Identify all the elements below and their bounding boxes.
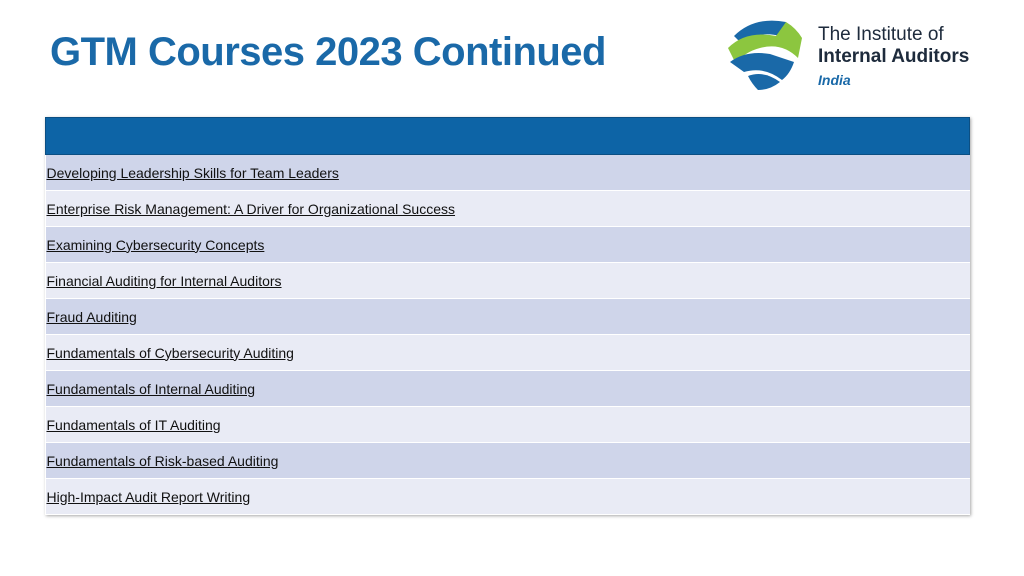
course-link[interactable]: Examining Cybersecurity Concepts [46,236,265,253]
table-cell [46,335,970,371]
course-link[interactable]: Fundamentals of Cybersecurity Auditing [46,344,294,361]
logo-text [818,24,969,92]
course-link[interactable]: Fraud Auditing [46,308,137,325]
table-cell [46,479,970,515]
course-link[interactable]: Fundamentals of Internal Auditing [46,380,256,397]
table-cell [46,155,970,191]
courses-table [45,117,970,515]
course-link[interactable]: Developing Leadership Skills for Team Leaders [46,164,339,181]
course-link[interactable]: Enterprise Risk Management: A Driver for Organizational Success [46,200,456,217]
table-row [46,335,970,371]
table-cell [46,191,970,227]
table-row [46,191,970,227]
table-row [46,443,970,479]
table-header-row [46,118,970,155]
table-row [46,407,970,443]
table-header-cell [46,118,970,155]
table-row [46,155,970,191]
table-row [46,263,970,299]
logo-line-internal-auditors: Internal Auditors [818,46,970,67]
table-row [46,479,970,515]
course-link[interactable]: Fundamentals of IT Auditing [46,416,221,433]
course-link[interactable]: Fundamentals of Risk-based Auditing [46,452,279,469]
course-link[interactable]: Financial Auditing for Internal Auditors [46,272,282,289]
slide-title: GTM Courses 2023 Continued [50,30,606,74]
course-link[interactable]: High-Impact Audit Report Writing [46,488,251,505]
table-row [46,299,970,335]
logo-line-india: India [818,72,851,88]
table-cell [46,443,970,479]
logo-line-institute: The Institute of [818,24,944,45]
table-cell [46,263,970,299]
table-cell [46,371,970,407]
iia-india-logo [724,14,994,94]
table-cell [46,299,970,335]
table-cell [46,407,970,443]
table-row [46,371,970,407]
table-cell [46,227,970,263]
globe-logo-icon [724,14,808,94]
table-row [46,227,970,263]
